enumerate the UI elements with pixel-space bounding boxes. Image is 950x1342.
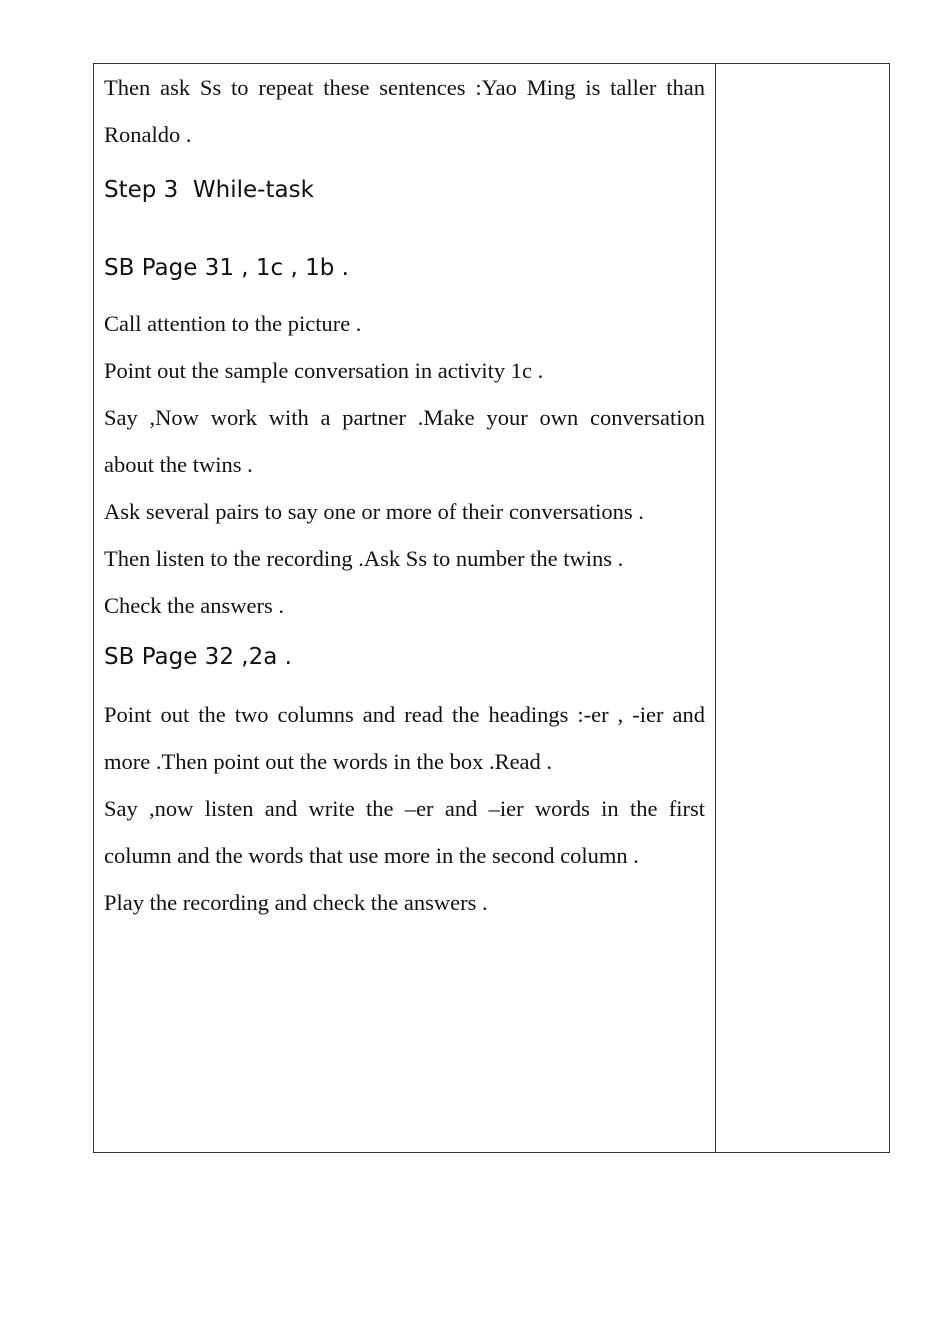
paragraph-play-recording: Play the recording and check the answers . (104, 890, 488, 915)
sb-page-32-heading: SB Page 32 ,2a . (104, 644, 292, 670)
paragraph-two-columns: Point out the two columns and read the headings :-er , -ier and more .Then point out the words in the box .Read . (104, 702, 705, 774)
lesson-table (93, 63, 890, 1153)
lesson-content-cell (94, 64, 716, 1152)
paragraph-point-out-sample: Point out the sample conversation in activity 1c . (104, 358, 544, 383)
paragraph-work-with-partner: Say ,Now work with a partner .Make your own conversation about the twins . (104, 405, 705, 477)
sb-page-31-heading: SB Page 31 , 1c , 1b . (104, 255, 349, 281)
step3-heading: Step 3 While-task (104, 177, 314, 203)
paragraph-check-answers: Check the answers . (104, 593, 284, 618)
notes-cell (716, 64, 889, 1152)
paragraph-ask-pairs: Ask several pairs to say one or more of their conversations . (104, 499, 644, 524)
paragraph-listen-and-write: Say ,now listen and write the –er and –ier words in the first column and the words that use more in the second column . (104, 796, 705, 868)
paragraph-call-attention: Call attention to the picture . (104, 311, 362, 336)
intro-paragraph: Then ask Ss to repeat these sentences :Yao Ming is taller than Ronaldo . (104, 75, 705, 147)
paragraph-listen-recording: Then listen to the recording .Ask Ss to number the twins . (104, 546, 624, 571)
